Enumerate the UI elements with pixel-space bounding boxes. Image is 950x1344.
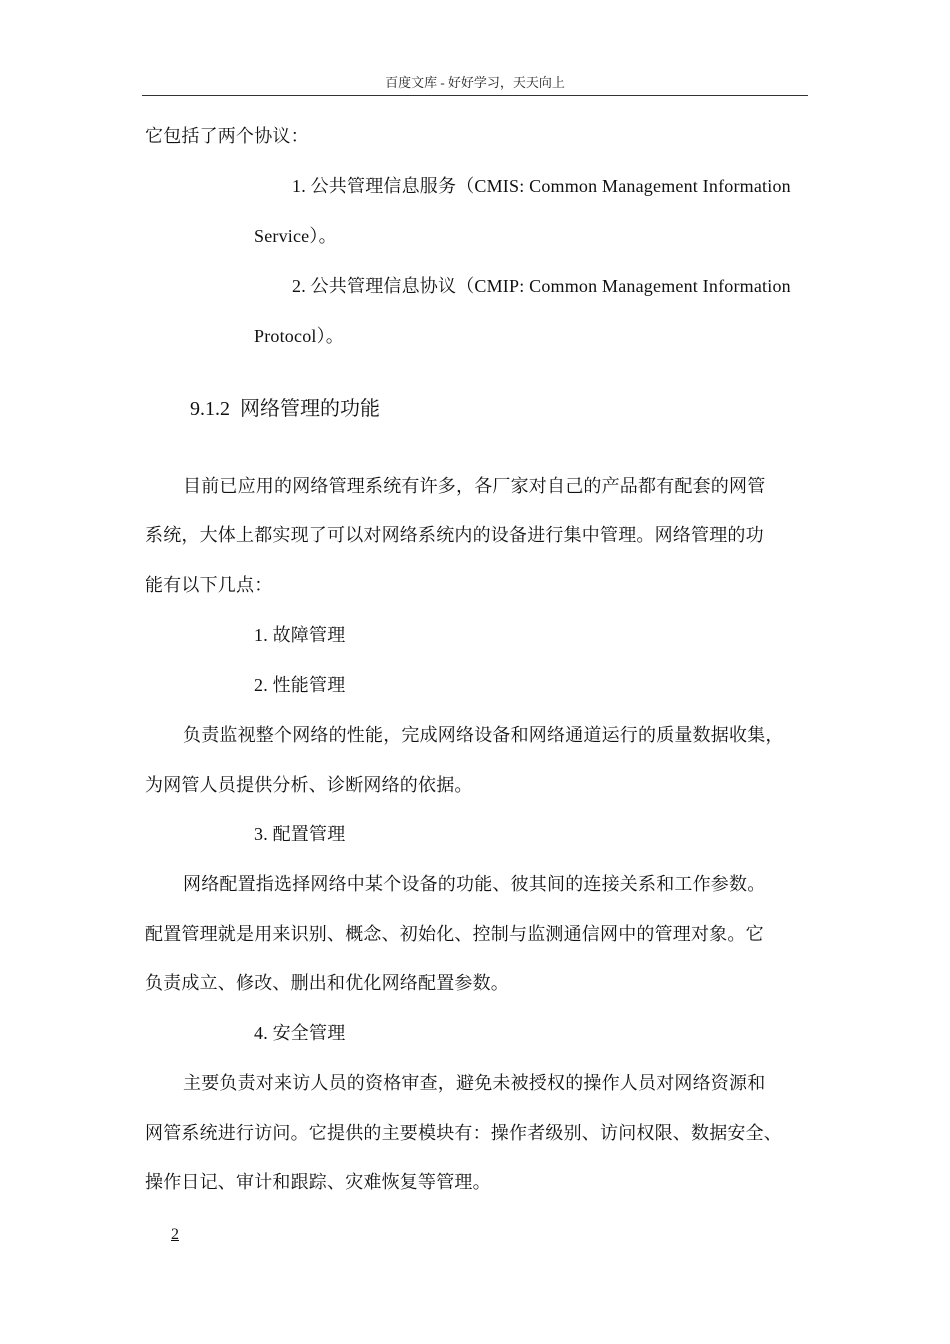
page-number-value: 2 bbox=[171, 1226, 179, 1243]
paragraph-line: 网管系统进行访问。它提供的主要模块有：操作者级别、访问权限、数据安全、 bbox=[145, 1123, 782, 1143]
paragraph-line: 主要负责对来访人员的资格审查，避免未被授权的操作人员对网络资源和 bbox=[183, 1073, 766, 1093]
function-item-security: 4. 安全管理 bbox=[254, 1023, 346, 1043]
function-item-configuration: 3. 配置管理 bbox=[254, 824, 346, 844]
function-item-fault: 1. 故障管理 bbox=[254, 625, 346, 645]
paragraph-line: 为网管人员提供分析、诊断网络的依据。 bbox=[145, 775, 473, 795]
section-title: 网络管理的功能 bbox=[240, 398, 380, 420]
paragraph-line: 操作日记、审计和跟踪、灾难恢复等管理。 bbox=[145, 1172, 491, 1192]
page-number bbox=[171, 1226, 179, 1244]
intro-text: 它包括了两个协议： bbox=[145, 126, 309, 146]
protocol-item-1: 1. 公共管理信息服务（CMIS: Common Management Information bbox=[292, 176, 791, 196]
protocol-item-2: 2. 公共管理信息协议（CMIP: Common Management Information bbox=[292, 276, 791, 296]
section-heading bbox=[190, 392, 380, 421]
function-item-performance: 2. 性能管理 bbox=[254, 675, 346, 695]
paragraph-line: 负责监视整个网络的性能，完成网络设备和网络通道运行的质量数据收集， bbox=[183, 725, 784, 745]
page-header: 百度文库 - 好好学习，天天向上 bbox=[385, 75, 565, 90]
paragraph-line: 系统，大体上都实现了可以对网络系统内的设备进行集中管理。网络管理的功 bbox=[145, 525, 764, 545]
paragraph-line: 能有以下几点： bbox=[145, 575, 273, 595]
paragraph-line: 配置管理就是用来识别、概念、初始化、控制与监测通信网中的管理对象。它 bbox=[145, 924, 764, 944]
header-rule bbox=[142, 95, 808, 96]
protocol-item-2-cont: Protocol）。 bbox=[254, 326, 344, 346]
paragraph-line: 网络配置指选择网络中某个设备的功能、彼其间的连接关系和工作参数。 bbox=[183, 874, 766, 894]
section-number: 9.1.2 bbox=[190, 398, 230, 420]
protocol-item-1-cont: Service）。 bbox=[254, 226, 337, 246]
paragraph-line: 负责成立、修改、删出和优化网络配置参数。 bbox=[145, 973, 509, 993]
paragraph-line: 目前已应用的网络管理系统有许多，各厂家对自己的产品都有配套的网管 bbox=[183, 476, 766, 496]
